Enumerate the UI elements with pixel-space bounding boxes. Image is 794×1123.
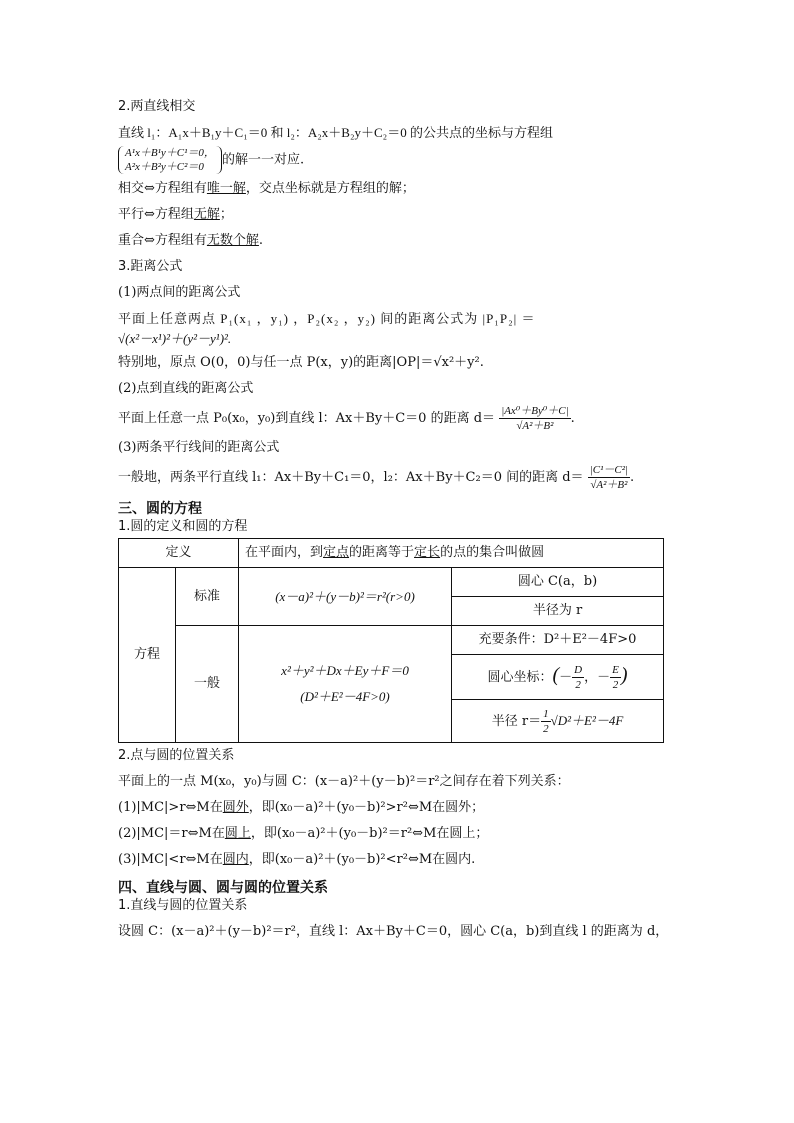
system-eq-2: A²x＋B²y＋C²＝0 bbox=[125, 161, 204, 173]
general-radius-root: √D²＋E²－4F bbox=[550, 712, 624, 728]
parallel-text-end: ； bbox=[219, 207, 233, 222]
definition-cell bbox=[239, 539, 664, 568]
general-label-cell: 一般 bbox=[176, 626, 239, 743]
outside-underlined: 圆外 bbox=[222, 800, 249, 815]
inside-text: (3)|MC|<r⇔M在 bbox=[118, 852, 223, 867]
parallel-line bbox=[118, 206, 678, 224]
on-text: (2)|MC|＝r⇔M在 bbox=[118, 826, 225, 841]
point-circle-intro: 平面上的一点 M(x₀，y₀)与圆 C：(x－a)²＋(y－b)²＝r²之间存在着下列关系： bbox=[118, 774, 570, 789]
definition-label-cell: 定义 bbox=[119, 539, 239, 568]
parallel-distance bbox=[118, 463, 678, 492]
parallel-distance-denominator: √A²＋B² bbox=[590, 479, 628, 491]
general-center-paren-open: ( bbox=[552, 663, 560, 686]
parallel-distance-fraction bbox=[588, 463, 630, 492]
system-eq-1: A¹x＋B¹y＋C¹＝0， bbox=[125, 147, 215, 159]
coincide-text-end: . bbox=[258, 233, 264, 248]
parallel-text: 平行⇔方程组 bbox=[118, 207, 194, 222]
table-row bbox=[119, 568, 664, 597]
section-heading-circle-equation: 三、圆的方程 bbox=[118, 501, 202, 517]
definition-fixed-point: 定点 bbox=[323, 545, 350, 560]
intersect-underlined: 唯一解 bbox=[206, 181, 246, 196]
definition-text-b: 的距离等于 bbox=[349, 545, 415, 560]
standard-equation-cell: (x－a)²＋(y－b)²＝r²(r>0) bbox=[239, 568, 452, 626]
definition-text-a: 在平面内，到 bbox=[245, 545, 324, 560]
point-circle-inside bbox=[118, 851, 678, 869]
parallel-distance-heading: (3)两条平行线间的距离公式 bbox=[118, 440, 280, 455]
table-row bbox=[119, 539, 664, 568]
general-equation: x²＋y²＋Dx＋Ey＋F＝0 bbox=[281, 663, 409, 678]
equation-label-cell: 方程 bbox=[119, 568, 176, 743]
standard-center-cell: 圆心 C(a，b) bbox=[452, 568, 664, 597]
general-center-d-den: 2 bbox=[575, 678, 581, 691]
origin-distance: 特别地，原点 O(0，0)与任一点 P(x，y)的距离|OP|＝√x²＋y². bbox=[118, 355, 484, 370]
intersect-line bbox=[118, 180, 678, 198]
parallel-distance-numerator: |C¹－C²| bbox=[589, 464, 629, 476]
general-radius-cell bbox=[452, 700, 664, 743]
lines-definition: 直线 l₁：A₁x＋B₁y＋C₁＝0 和 l₂：A₂x＋B₂y＋C₂＝0 的公共点的坐标与方程组 bbox=[118, 125, 553, 140]
system-brace bbox=[118, 146, 222, 174]
section-heading-distance: 3.距离公式 bbox=[118, 259, 183, 274]
standard-label-cell: 标准 bbox=[176, 568, 239, 626]
point-line-end: . bbox=[570, 411, 575, 426]
intersect-text: 相交⇔方程组有 bbox=[118, 181, 207, 196]
general-center-e-fraction bbox=[610, 663, 621, 692]
parallel-underlined: 无解 bbox=[193, 207, 220, 222]
two-point-distance-formula: 平面上任意两点 P₁(x₁ ，y₁) ，P₂(x₂ ，y₂) 间的距离公式为 |P₁P₂| ＝ bbox=[118, 311, 536, 326]
outside-text: (1)|MC|>r⇔M在 bbox=[118, 800, 223, 815]
general-center-label: 圆心坐标： bbox=[487, 669, 553, 685]
coincide-line bbox=[118, 232, 678, 250]
circle-definition-heading: 1.圆的定义和圆的方程 bbox=[118, 519, 248, 534]
parallel-distance-text: 一般地，两条平行直线 l₁：Ax＋By＋C₁＝0，l₂：Ax＋By＋C₂＝0 间的距离 d＝ bbox=[118, 470, 584, 485]
definition-fixed-length: 定长 bbox=[414, 545, 441, 560]
general-radius-den: 2 bbox=[543, 722, 549, 735]
point-line-distance-heading: (2)点到直线的距离公式 bbox=[118, 381, 254, 396]
equation-system bbox=[118, 146, 678, 174]
on-underlined: 圆上 bbox=[224, 826, 251, 841]
general-condition: (D²＋E²－4F>0) bbox=[300, 689, 390, 704]
two-point-distance-heading: (1)两点间的距离公式 bbox=[118, 285, 241, 300]
general-equation-cell bbox=[239, 626, 452, 743]
general-center-cell: 圆心坐标：(－ $\frac{D}{2}$ ，－ $\frac{E}{2}$ ) bbox=[452, 655, 664, 700]
general-radius-fraction bbox=[541, 707, 551, 736]
point-line-text: 平面上任意一点 P₀(x₀，y₀)到直线 l：Ax＋By＋C＝0 的距离 d＝ bbox=[118, 411, 496, 426]
on-text-end: ，即(x₀－a)²＋(y₀－b)²＝r²⇔M在圆上； bbox=[250, 826, 489, 841]
definition-text-c: 的点的集合叫做圆 bbox=[440, 545, 545, 560]
general-center-d-num: D bbox=[574, 663, 583, 676]
point-line-fraction bbox=[499, 404, 570, 433]
general-radius-label: 半径 r＝ bbox=[491, 713, 542, 729]
coincide-underlined: 无数个解 bbox=[206, 233, 259, 248]
parallel-distance-end: . bbox=[630, 470, 635, 485]
line-circle-subheading: 1.直线与圆的位置关系 bbox=[118, 898, 248, 913]
system-tail: 的解一一对应. bbox=[221, 152, 305, 168]
line-circle-text: 设圆 C：(x－a)²＋(y－b)²＝r²，直线 l：Ax＋By＋C＝0，圆心 C(a，b)到直线 l 的距离为 d， bbox=[118, 924, 669, 939]
coincide-text: 重合⇔方程组有 bbox=[118, 233, 207, 248]
general-center-e-den: 2 bbox=[612, 678, 619, 691]
document-page bbox=[118, 96, 678, 941]
point-line-denominator: √A²＋B² bbox=[516, 420, 554, 432]
section-heading-two-lines-intersect: 2.两直线相交 bbox=[118, 99, 196, 114]
general-requirement-cell: 充要条件：D²＋E²－4F>0 bbox=[452, 626, 664, 655]
point-line-distance bbox=[118, 404, 678, 433]
table-row bbox=[119, 626, 664, 655]
point-circle-outside bbox=[118, 799, 678, 817]
general-radius-num: 1 bbox=[543, 707, 549, 720]
general-center-paren-close: ) bbox=[620, 663, 628, 686]
two-point-distance-root: √(x²－x¹)²＋(y²－y¹)². bbox=[118, 331, 232, 346]
point-circle-on bbox=[118, 825, 678, 843]
circle-equation-table bbox=[118, 538, 664, 743]
standard-radius-cell: 半径为 r bbox=[452, 597, 664, 626]
general-center-e-num: E bbox=[612, 663, 619, 676]
intersect-text-end: ，交点坐标就是方程组的解； bbox=[245, 181, 415, 196]
section-heading-line-circle: 四、直线与圆、圆与圆的位置关系 bbox=[118, 880, 328, 896]
outside-text-end: ，即(x₀－a)²＋(y₀－b)²>r²⇔M在圆外； bbox=[248, 800, 485, 815]
inside-underlined: 圆内 bbox=[222, 852, 249, 867]
inside-text-end: ，即(x₀－a)²＋(y₀－b)²<r²⇔M在圆内. bbox=[248, 852, 476, 867]
point-circle-heading: 2.点与圆的位置关系 bbox=[118, 748, 235, 763]
general-center-d-fraction bbox=[572, 663, 584, 692]
point-line-numerator: |Ax⁰＋By⁰＋C| bbox=[501, 405, 569, 417]
